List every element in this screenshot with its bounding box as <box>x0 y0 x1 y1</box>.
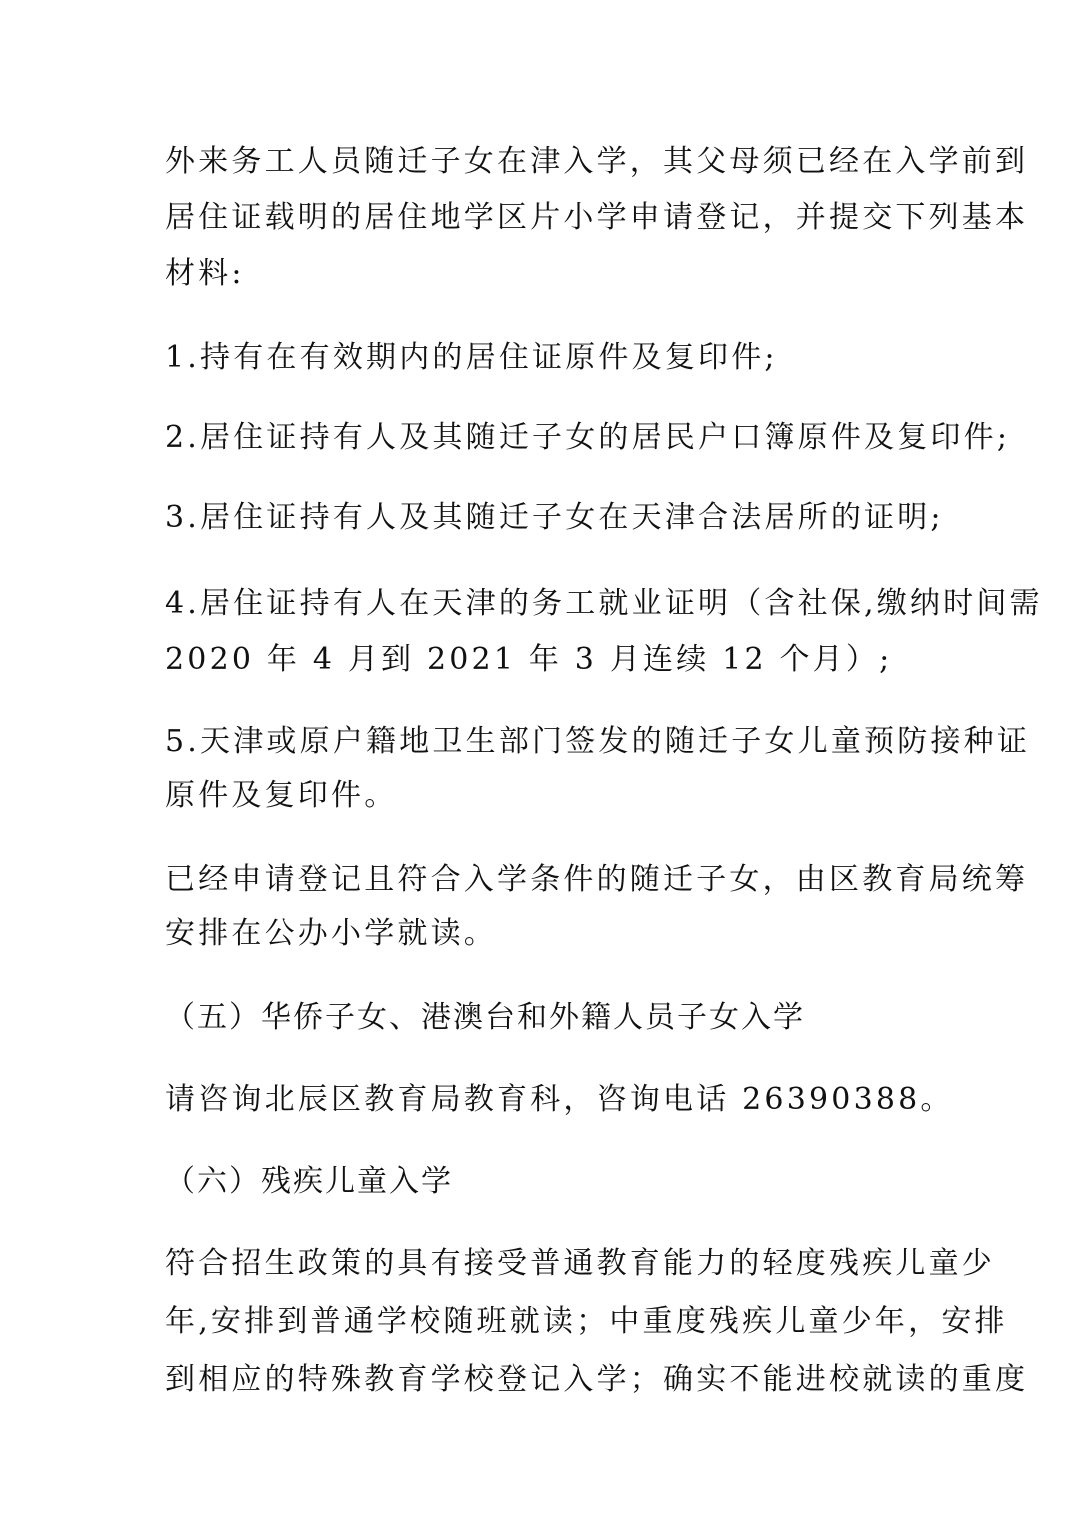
paragraph-1-line-2: 居住证载明的居住地学区片小学申请登记，并提交下列基本 <box>165 200 1029 235</box>
list-item-3: 3.居住证持有人及其随迁子女在天津合法居所的证明; <box>165 500 944 535</box>
paragraph-2-line-2: 安排在公办小学就读。 <box>165 916 497 951</box>
list-item-5-line-1: 5.天津或原户籍地卫生部门签发的随迁子女儿童预防接种证 <box>165 724 1031 759</box>
list-item-2: 2.居住证持有人及其随迁子女的居民户口簿原件及复印件; <box>165 420 1011 455</box>
paragraph-1-line-1: 外来务工人员随迁子女在津入学，其父母须已经在入学前到 <box>165 144 1029 179</box>
paragraph-3: 请咨询北辰区教育局教育科，咨询电话 26390388。 <box>165 1082 954 1117</box>
paragraph-2-line-1: 已经申请登记且符合入学条件的随迁子女，由区教育局统筹 <box>165 862 1029 897</box>
list-item-5-line-2: 原件及复印件。 <box>165 778 398 813</box>
section-heading-5: （五）华侨子女、港澳台和外籍人员子女入学 <box>165 1000 805 1035</box>
section-heading-6: （六）残疾儿童入学 <box>165 1164 453 1199</box>
list-item-1: 1.持有在有效期内的居住证原件及复印件; <box>165 340 778 375</box>
paragraph-4-line-2: 年,安排到普通学校随班就读；中重度残疾儿童少年，安排 <box>165 1304 1008 1339</box>
paragraph-4-line-3: 到相应的特殊教育学校登记入学；确实不能进校就读的重度 <box>165 1362 1029 1397</box>
paragraph-1-line-3: 材料: <box>165 256 245 291</box>
list-item-4-line-1: 4.居住证持有人在天津的务工就业证明（含社保,缴纳时间需 <box>165 586 1043 621</box>
list-item-4-line-2: 2020 年 4 月到 2021 年 3 月连续 12 个月）; <box>165 642 893 677</box>
paragraph-4-line-1: 符合招生政策的具有接受普通教育能力的轻度残疾儿童少 <box>165 1246 995 1281</box>
